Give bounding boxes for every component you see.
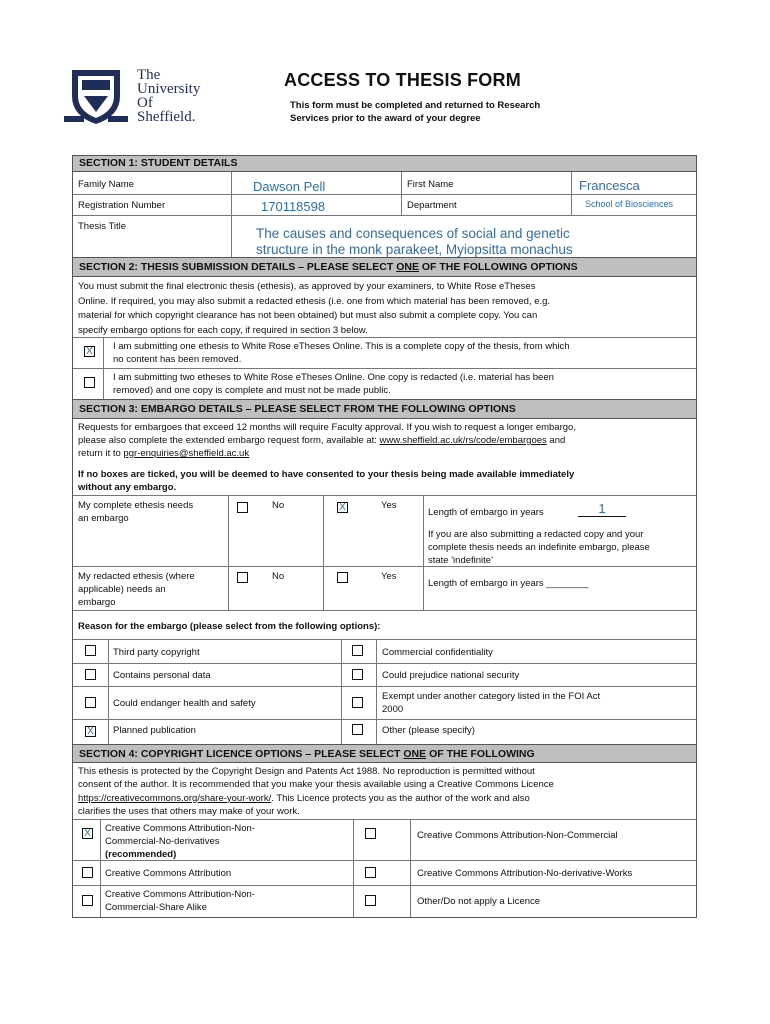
no-embargo-warning: If no boxes are ticked, you will be deemed to have consented to your thesis being made available immediately without any embargo. bbox=[78, 469, 575, 493]
indefinite-note: If you are also submitting a redacted copy and your complete thesis needs an indefinite embargo, please state 'indefinite' bbox=[428, 529, 650, 566]
licence-none-label: Other/Do not apply a Licence bbox=[417, 896, 541, 907]
reason-personal-data-checkbox[interactable] bbox=[85, 669, 96, 680]
university-crest-icon bbox=[62, 66, 130, 126]
creative-commons-link[interactable]: https://creativecommons.org/share-your-work/ bbox=[78, 792, 272, 804]
reason-personal-data-label: Contains personal data bbox=[113, 670, 211, 681]
complete-embargo-label: My complete ethesis needs an embargo bbox=[78, 500, 194, 524]
form-title: ACCESS TO THESIS FORM bbox=[284, 70, 521, 90]
licence-by-label: Creative Commons Attribution bbox=[105, 868, 232, 879]
family-name-field[interactable]: Dawson Pell bbox=[253, 179, 326, 194]
complete-yes-label: Yes bbox=[381, 500, 397, 511]
licence-by-checkbox[interactable] bbox=[82, 867, 93, 878]
redacted-length-label[interactable]: Length of embargo in years ________ bbox=[428, 578, 589, 589]
reason-commercial-checkbox[interactable] bbox=[352, 645, 363, 656]
reason-third-party-checkbox[interactable] bbox=[85, 645, 96, 656]
embargo-form-link[interactable]: www.sheffield.ac.uk/rs/code/embargoes bbox=[379, 435, 547, 446]
reason-other-label: Other (please specify) bbox=[382, 725, 475, 736]
registration-field[interactable]: 170118598 bbox=[261, 199, 326, 214]
complete-no-checkbox[interactable] bbox=[237, 502, 248, 513]
licence-nc-nd-checkbox[interactable]: X bbox=[82, 828, 93, 839]
section4-heading: SECTION 4: COPYRIGHT LICENCE OPTIONS – PLEASE SELECT ONE OF THE FOLLOWING bbox=[73, 744, 696, 763]
reason-other-checkbox[interactable] bbox=[352, 724, 363, 735]
department-label: Department bbox=[407, 200, 457, 211]
university-logo-text: The University Of Sheffield. bbox=[137, 67, 201, 125]
licence-nc-label: Creative Commons Attribution-Non-Commercial bbox=[417, 830, 618, 841]
redacted-yes-checkbox[interactable] bbox=[337, 572, 348, 583]
redacted-yes-label: Yes bbox=[381, 571, 397, 582]
reason-foi-label: Exempt under another category listed in the FOI Act 2000 bbox=[382, 691, 601, 715]
licence-nc-sa-label: Creative Commons Attribution-Non- Commercial-Share Alike bbox=[105, 889, 255, 913]
complete-length-label: Length of embargo in years bbox=[428, 507, 544, 518]
licence-nd-checkbox[interactable] bbox=[365, 867, 376, 878]
licence-nc-sa-checkbox[interactable] bbox=[82, 895, 93, 906]
section3-intro: Requests for embargoes that exceed 12 months will require Faculty approval. If you wish to request a longer embargo, please also complete the extended embargo request form, available at: www.sheffield.ac.uk/rs/code/embargoes and return it to pgr-enquiries@sheffield.ac.uk bbox=[78, 422, 576, 459]
reason-publication-checkbox[interactable]: X bbox=[85, 726, 96, 737]
complete-no-label: No bbox=[272, 500, 285, 511]
section2-intro: You must submit the final electronic thesis (ethesis), as approved by your examiners, to White Rose eTheses Online. If required, you may also submit a redacted ethesis (i.e. one from which material has been removed, e.g. material for which copyright clearance has not been obtained) but must also submit a complete copy. You can specify embargo options for each copy, if required in section 3 below. bbox=[78, 281, 551, 336]
redacted-embargo-label: My redacted ethesis (where applicable) needs an embargo bbox=[78, 571, 195, 608]
reason-health-safety-checkbox[interactable] bbox=[85, 697, 96, 708]
reason-foi-checkbox[interactable] bbox=[352, 697, 363, 708]
licence-none-checkbox[interactable] bbox=[365, 895, 376, 906]
reason-health-safety-label: Could endanger health and safety bbox=[113, 698, 256, 709]
thesis-title-field[interactable]: The causes and consequences of social and genetic structure in the monk parakeet, Myiopsitta monachus bbox=[256, 226, 573, 257]
family-name-label: Family Name bbox=[78, 179, 134, 190]
reason-security-checkbox[interactable] bbox=[352, 669, 363, 680]
thesis-form bbox=[72, 155, 697, 918]
first-name-field[interactable]: Francesca bbox=[579, 178, 640, 193]
complete-yes-checkbox[interactable]: X bbox=[337, 502, 348, 513]
section3-heading: SECTION 3: EMBARGO DETAILS – PLEASE SELECT FROM THE FOLLOWING OPTIONS bbox=[73, 399, 696, 419]
option2-checkbox[interactable] bbox=[84, 377, 95, 388]
redacted-no-checkbox[interactable] bbox=[237, 572, 248, 583]
registration-label: Registration Number bbox=[78, 200, 166, 211]
redacted-no-label: No bbox=[272, 571, 285, 582]
reason-security-label: Could prejudice national security bbox=[382, 670, 520, 681]
form-subtitle: This form must be completed and returned to Research Services prior to the award of your degree bbox=[290, 100, 541, 124]
department-field[interactable]: School of Biosciences bbox=[585, 199, 674, 209]
thesis-title-label: Thesis Title bbox=[78, 221, 127, 232]
option1-checkbox[interactable]: X bbox=[84, 346, 95, 357]
licence-nc-nd-label: Creative Commons Attribution-Non- Commercial-No-derivatives (recommended) bbox=[105, 823, 255, 860]
first-name-label: First Name bbox=[407, 179, 454, 190]
section1-heading: SECTION 1: STUDENT DETAILS bbox=[73, 156, 696, 172]
licence-nd-label: Creative Commons Attribution-No-derivative-Works bbox=[417, 868, 633, 879]
reason-heading: Reason for the embargo (please select from the following options): bbox=[78, 621, 381, 632]
option1-text: I am submitting one ethesis to White Rose eTheses Online. This is a complete copy of the thesis, from which no content has been removed. bbox=[113, 341, 570, 365]
option2-text: I am submitting two etheses to White Rose eTheses Online. One copy is redacted (i.e. material has been removed) and one copy is complete and must not be made public. bbox=[113, 372, 554, 396]
reason-commercial-label: Commercial confidentiality bbox=[382, 647, 493, 658]
complete-length-field[interactable]: 1 bbox=[578, 502, 626, 517]
reason-publication-label: Planned publication bbox=[113, 725, 196, 736]
pgr-email-link[interactable]: pgr-enquiries@sheffield.ac.uk bbox=[123, 448, 250, 459]
reason-third-party-label: Third party copyright bbox=[113, 647, 200, 658]
section4-intro: This ethesis is protected by the Copyright Design and Patents Act 1988. No reproduction is permitted without consent of the author. It is recommended that you make your thesis available using a Creative Commons Licence https://creativecommons.org/share-your-work/. This Licence protects you as the author of the work and also clarifies the uses that others may make of your work. bbox=[78, 766, 554, 817]
licence-nc-checkbox[interactable] bbox=[365, 828, 376, 839]
section2-heading: SECTION 2: THESIS SUBMISSION DETAILS – PLEASE SELECT ONE OF THE FOLLOWING OPTIONS bbox=[73, 257, 696, 277]
